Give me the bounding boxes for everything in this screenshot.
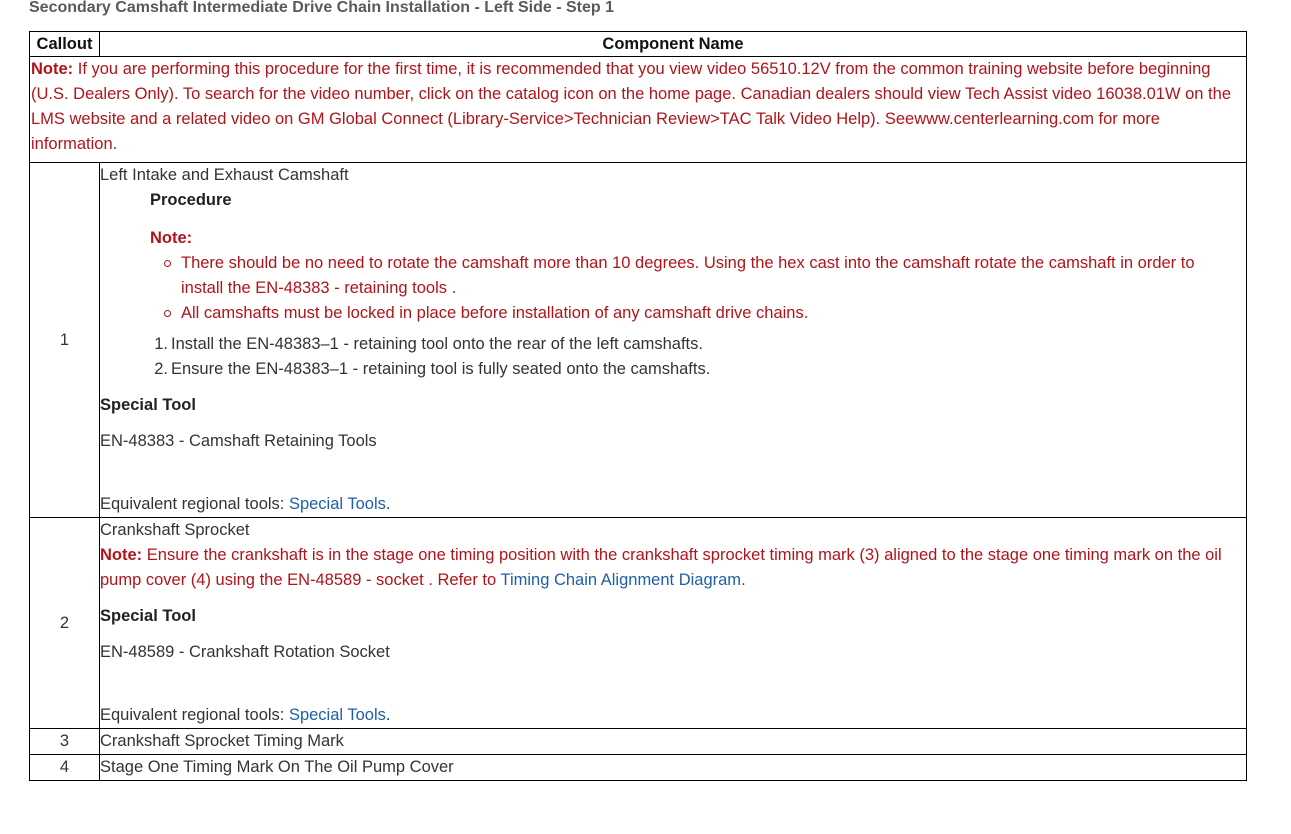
procedure-steps xyxy=(100,332,1246,382)
callout-number: 1 xyxy=(30,163,100,518)
component-name: Crankshaft Sprocket Timing Mark xyxy=(100,729,1247,755)
table-row xyxy=(30,163,1247,518)
timing-chain-diagram-link[interactable]: Timing Chain Alignment Diagram xyxy=(500,571,742,589)
equivalent-tools-suffix: . xyxy=(385,495,391,513)
step-number: 1. xyxy=(154,335,168,353)
callout-number: 3 xyxy=(30,729,100,755)
list-item xyxy=(150,332,1246,357)
component-cell xyxy=(100,518,1247,729)
special-tool-heading: Special Tool xyxy=(100,396,196,414)
component-name: Crankshaft Sprocket xyxy=(100,521,250,539)
component-note-suffix: . xyxy=(741,571,746,589)
callout-number: 2 xyxy=(30,518,100,729)
top-note-row xyxy=(30,57,1247,163)
special-tool-name: EN-48589 - Crankshaft Rotation Socket xyxy=(100,643,390,661)
equivalent-tools-line xyxy=(100,703,1246,728)
equivalent-tools-line xyxy=(100,492,1246,517)
special-tool-heading: Special Tool xyxy=(100,607,196,625)
step-text: Install the EN-48383–1 - retaining tool onto the rear of the left camshafts. xyxy=(171,335,703,353)
step-text: Ensure the EN-48383–1 - retaining tool is fully seated onto the camshafts. xyxy=(171,360,711,378)
table-header-row xyxy=(30,32,1247,57)
procedure-note-list xyxy=(100,251,1246,326)
component-note xyxy=(100,543,1246,593)
equivalent-tools-prefix: Equivalent regional tools: xyxy=(100,706,289,724)
callout-table xyxy=(29,31,1247,781)
callout-number: 4 xyxy=(30,755,100,781)
special-tools-link[interactable]: Special Tools xyxy=(288,706,386,724)
equivalent-tools-prefix: Equivalent regional tools: xyxy=(100,495,289,513)
procedure-note-label: Note: xyxy=(150,229,193,247)
table-row xyxy=(30,755,1247,781)
list-item xyxy=(150,357,1246,382)
component-name: Stage One Timing Mark On The Oil Pump Cover xyxy=(100,755,1247,781)
special-tools-link[interactable]: Special Tools xyxy=(288,495,386,513)
top-note-text: If you are performing this procedure for the first time, it is recommended that you view video 56510.12V from the common training website before beginning (U.S. Dealers Only). To search for the video number, click on the catalog icon on the home page. Canadian dealers should view Tech Assist video 16038.01W on the LMS website and a related video on GM Global Connect (Library-Service>Technician Review>TAC Talk Video Help). Seewww.centerlearning.com for more information. xyxy=(31,60,1231,153)
component-note-label: Note: xyxy=(100,546,143,564)
component-name: Left Intake and Exhaust Camshaft xyxy=(100,166,349,184)
special-tool-name: EN-48383 - Camshaft Retaining Tools xyxy=(100,432,377,450)
component-note-text: Ensure the crankshaft is in the stage one timing position with the crankshaft sprocket timing mark (3) aligned to the stage one timing mark on the oil pump cover (4) using the EN-48589 - socket . Refer to xyxy=(100,546,1222,589)
top-note xyxy=(30,57,1247,163)
top-note-label: Note: xyxy=(31,60,74,78)
step-number: 2. xyxy=(154,360,168,378)
component-cell xyxy=(100,163,1247,518)
list-item: There should be no need to rotate the camshaft more than 10 degrees. Using the hex cast into the camshaft rotate the camshaft in order to install the EN-48383 - retaining tools . xyxy=(181,251,1246,301)
header-component-name: Component Name xyxy=(100,32,1247,57)
procedure-heading: Procedure xyxy=(150,191,232,209)
page-title: Secondary Camshaft Intermediate Drive Chain Installation - Left Side - Step 1 xyxy=(29,0,615,16)
table-row xyxy=(30,518,1247,729)
table-row xyxy=(30,729,1247,755)
header-callout: Callout xyxy=(30,32,100,57)
equivalent-tools-suffix: . xyxy=(385,706,391,724)
list-item: All camshafts must be locked in place before installation of any camshaft drive chains. xyxy=(181,301,1246,326)
